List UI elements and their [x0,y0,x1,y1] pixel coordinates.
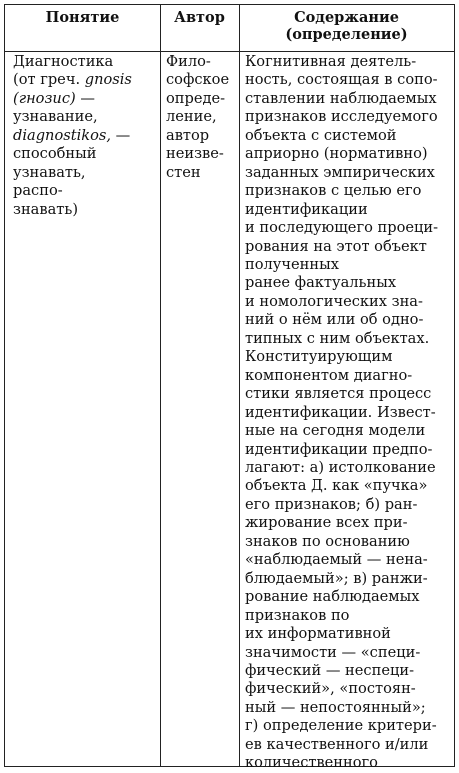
concept-text: — [111,126,131,144]
concept-cell [13,53,132,219]
content-line: ные на сегодня модели [245,422,426,440]
header-cell-author [160,5,239,51]
header-concept: Понятие [45,9,120,26]
content-line: блюдаемый»; в) ранжи- [245,569,428,587]
concept-text: способный [13,145,97,163]
content-line: его признаков; б) ран- [245,495,418,513]
header-divider [5,51,454,52]
definition-table [4,4,455,772]
content-line: идентификации [245,200,368,218]
author-line: стен [166,163,201,181]
content-line: полученных [245,255,339,273]
concept-line [13,90,132,108]
concept-text: узнавать, [13,163,86,181]
content-line: рования на этот объект [245,237,427,255]
concept-text: diagnostikos, [13,126,112,144]
author-line: автор [166,126,210,144]
content-line: ставлении наблюдаемых [245,89,437,107]
author-line: неизве- [166,145,224,163]
column-divider [160,5,161,766]
content-cell [245,53,438,773]
content-line: идентификации предпо- [245,440,433,458]
content-line: рование наблюдаемых [245,588,420,606]
content-line: ев качественного и/или [245,735,429,753]
header-author: Автор [174,9,225,26]
content-line: компонентом диагно- [245,366,413,384]
header-cell-content [239,5,454,51]
content-line: априорно (нормативно) [245,145,428,163]
concept-text: распо- [13,182,63,200]
author-line: опреде- [166,89,226,107]
concept-line [13,182,132,200]
content-line: фический», «постоян- [245,680,416,698]
author-line: Фило- [166,53,211,70]
concept-text: (гнозис) [13,89,76,107]
content-line: заданных эмпирических [245,163,435,181]
concept-line [13,108,132,126]
content-line: фический — неспеци- [245,661,414,679]
header-cell-concept [5,5,160,51]
concept-line [13,164,132,182]
content-line: Когнитивная деятель- [245,53,417,70]
content-line: стики является процесс [245,385,432,403]
concept-line [13,127,132,145]
content-line: идентификации. Извест- [245,403,436,421]
content-line: Конституирующим [245,348,393,366]
author-cell [166,53,229,182]
content-line: объекта Д. как «пучка» [245,477,428,495]
content-line: ранее фактуальных [245,274,397,292]
content-line: г) определение критери- [245,717,437,735]
content-line: признаков по [245,606,350,624]
concept-text: Диагностика [13,53,114,70]
content-line: лагают: а) истолкование [245,458,436,476]
concept-line [13,53,132,71]
concept-text: узнавание, [13,108,98,126]
content-line: знаков по основанию [245,532,410,550]
content-line: ность, состоящая в сопо- [245,71,438,89]
content-line: ний о нём или об одно- [245,311,424,329]
content-line: «наблюдаемый — нена- [245,551,428,569]
author-line: софское [166,71,230,89]
content-line: их информативной [245,625,391,643]
content-line: признаков исследуемого [245,108,438,126]
content-line: и номологических зна- [245,292,423,310]
header-content-line1: Содержание [294,9,399,26]
concept-line [13,201,132,219]
content-line: признаков с целью его [245,182,422,200]
content-line: объекта с системой [245,126,397,144]
content-line: жирование всех при- [245,514,408,532]
content-line: значимости — «специ- [245,643,421,661]
content-line: ный — непостоянный»; [245,698,426,716]
concept-text: (от греч. [13,71,85,89]
column-divider [239,5,240,766]
content-line: и последующего проеци- [245,219,439,237]
concept-text: знавать) [13,200,79,218]
content-line: количественного [245,754,378,772]
concept-text: gnosis [84,71,132,89]
concept-line [13,145,132,163]
concept-text: — [75,89,95,107]
author-line: ление, [166,108,217,126]
content-line: типных с ним объектах. [245,329,430,347]
concept-line [13,71,132,89]
header-content-line2: (определение) [285,26,408,43]
